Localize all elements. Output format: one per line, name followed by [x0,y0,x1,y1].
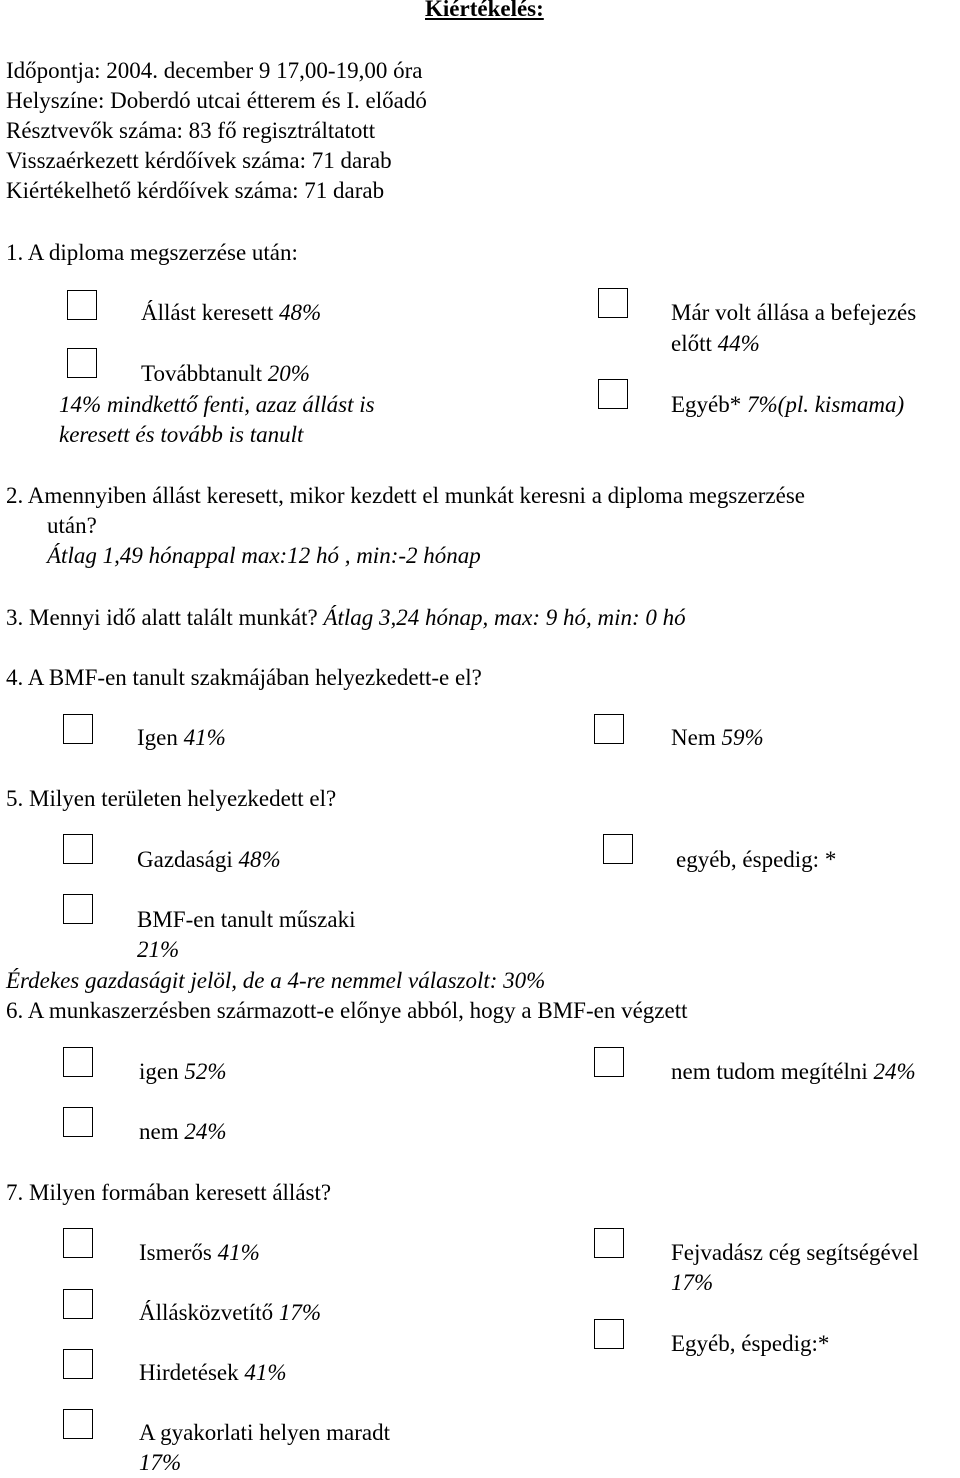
q5-option-technical: BMF-en tanult műszaki [137,907,356,932]
q6-checkbox-yes[interactable] [63,1047,93,1077]
q5-question: 5. Milyen területen helyezkedett el? [6,786,337,811]
q1-option-job-search: Állást keresett 48% [141,300,322,325]
q1-checkbox-other[interactable] [598,379,628,409]
q1-option-had-job-line1: Már volt állása a befejezés [671,300,917,325]
q4-option-no: Nem 59% [671,725,764,750]
q5-checkbox-technical[interactable] [63,894,93,924]
q5-checkbox-economic[interactable] [63,834,93,864]
q7-checkbox-other[interactable] [594,1319,624,1349]
q4-checkbox-no[interactable] [594,714,624,744]
q7-checkbox-agency[interactable] [63,1289,93,1319]
q7-checkbox-headhunter[interactable] [594,1228,624,1258]
q4-option-yes: Igen 41% [137,725,226,750]
q6-option-no: nem 24% [139,1119,227,1144]
q7-option-acquaintance: Ismerős 41% [139,1240,260,1265]
q1-option-further-study: Továbbtanult 20% [141,361,310,386]
q7-question: 7. Milyen formában keresett állást? [6,1180,332,1205]
q1-option-had-job-line2: előtt 44% [671,331,760,356]
page-title: Kiértékelés: [425,0,544,21]
q7-checkbox-internship[interactable] [63,1409,93,1439]
q7-checkbox-acquaintance[interactable] [63,1228,93,1258]
q6-question: 6. A munkaszerzésben származott-e előnye abból, hogy a BMF-en végzett [6,998,688,1023]
q5-option-other: egyéb, éspedig: * [676,847,837,872]
q1-question: 1. A diploma megszerzése után: [6,240,298,265]
q3-question: 3. Mennyi idő alatt talált munkát? Átlag 3,24 hónap, max: 9 hó, min: 0 hó [6,605,686,630]
q7-option-headhunter-value: 17% [671,1270,714,1295]
q1-checkbox-had-job[interactable] [598,288,628,318]
q6-checkbox-cant-judge[interactable] [594,1047,624,1077]
info-date: Időpontja: 2004. december 9 17,00-19,00 óra [6,58,423,83]
q4-question: 4. A BMF-en tanult szakmájában helyezkedett-e el? [6,665,482,690]
q1-checkbox-job-search[interactable] [67,290,97,320]
q6-option-yes: igen 52% [139,1059,227,1084]
q6-checkbox-no[interactable] [63,1107,93,1137]
q7-option-headhunter: Fejvadász cég segítségével [671,1240,919,1265]
q7-option-internship-value: 17% [139,1450,182,1475]
q7-checkbox-ads[interactable] [63,1349,93,1379]
q7-option-ads: Hirdetések 41% [139,1360,287,1385]
q1-checkbox-further-study[interactable] [67,348,97,378]
q7-option-agency: Állásközvetítő 17% [139,1300,322,1325]
q5-note: Érdekes gazdaságit jelöl, de a 4-re nemmel válaszolt: 30% [6,968,546,993]
info-location: Helyszíne: Doberdó utcai étterem és I. előadó [6,88,427,113]
info-returned: Visszaérkezett kérdőívek száma: 71 darab [6,148,392,173]
q7-option-internship: A gyakorlati helyen maradt [139,1420,391,1445]
q4-checkbox-yes[interactable] [63,714,93,744]
q7-option-other: Egyéb, éspedig:* [671,1331,830,1356]
q2-question-line2: után? [47,513,97,538]
q1-option-other: Egyéb* 7%(pl. kismama) [671,392,905,417]
q5-checkbox-other[interactable] [603,834,633,864]
q2-question-line1: 2. Amennyiben állást keresett, mikor kezdett el munkát keresni a diploma megszerzése [6,483,805,508]
q2-answer: Átlag 1,49 hónappal max:12 hó , min:-2 hónap [47,543,481,568]
q1-note-line2: keresett és tovább is tanult [59,422,304,447]
q6-option-cant-judge: nem tudom megítélni 24% [671,1059,916,1084]
q5-option-economic: Gazdasági 48% [137,847,281,872]
q1-note-line1: 14% mindkettő fenti, azaz állást is [59,392,375,417]
info-participants: Résztvevők száma: 83 fő regisztráltatott [6,118,376,143]
q5-option-technical-value: 21% [137,937,180,962]
info-evaluable: Kiértékelhető kérdőívek száma: 71 darab [6,178,385,203]
